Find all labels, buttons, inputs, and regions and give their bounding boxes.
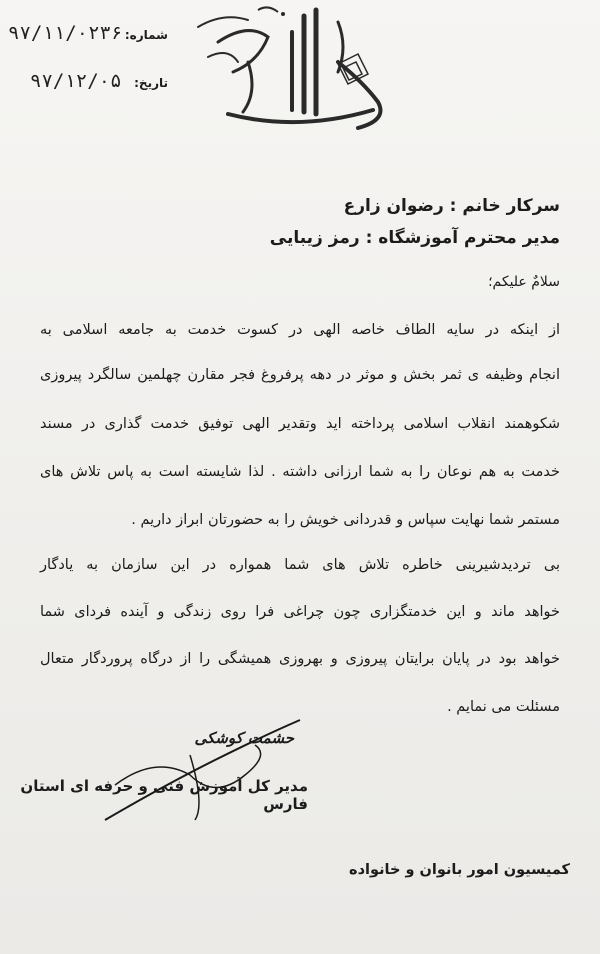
body-line: مسئلت می نمایم . <box>447 699 560 715</box>
greeting: سلامٌ علیکم؛ <box>488 274 560 290</box>
date-label: تاریخ: <box>134 76 168 90</box>
date-value: ۹۷/۱۲/۰۵ <box>30 70 122 92</box>
body-line: خواهد بود در پایان برایتان پیروزی و بهروزی همیشگی را از درگاه پروردگار متعال <box>40 651 560 667</box>
department-label: کمیسیون امور بانوان و خانواده <box>349 862 570 878</box>
body-line: مستمر شما نهایت سپاس و قدردانی خویش را به حضورتان ابراز داریم . <box>131 512 560 528</box>
number-row <box>8 22 168 62</box>
body-line: از اینکه در سایه الطاف خاصه الهی در کسوت خدمت به جامعه اسلامی به <box>40 322 560 338</box>
recipient-name: سرکار خانم : رضوان زارع <box>343 196 560 216</box>
number-label: شماره: <box>124 28 168 42</box>
signer-title: مدیر کل آموزش فنی و حرفه ای استان فارس <box>20 777 308 813</box>
signer-name: حشمت کوشکی <box>194 729 294 747</box>
number-value: ۹۷/۱۱/۰۲۳۶ <box>8 22 123 44</box>
bismillah-calligraphy-icon <box>188 2 408 142</box>
recipient-position: مدیر محترم آموزشگاه : رمز زیبایی <box>269 228 560 248</box>
body-line: بی تردیدشیرینی خاطره تلاش های شما همواره در این سازمان به یادگار <box>40 557 560 573</box>
body-line: شکوهمند انقلاب اسلامی پرداخته اید وتقدیر الهی توفیق خدمت گذاری در مسند <box>40 416 560 432</box>
letter-meta <box>8 22 168 110</box>
date-row <box>8 70 168 110</box>
body-line: خدمت به هم نوعان را به شما ارزانی داشته . لذا شایسته است به پاس تلاش های <box>40 464 560 480</box>
body-line: خواهد ماند و این خدمتگزاری چون چراغی فرا روی زندگی و آینده فردای شما <box>40 604 560 620</box>
body-line: انجام وظیفه ی ثمر بخش و موثر در دهه پرفروغ فجر مقارن چهلمین سالگرد پیروزی <box>40 367 560 383</box>
